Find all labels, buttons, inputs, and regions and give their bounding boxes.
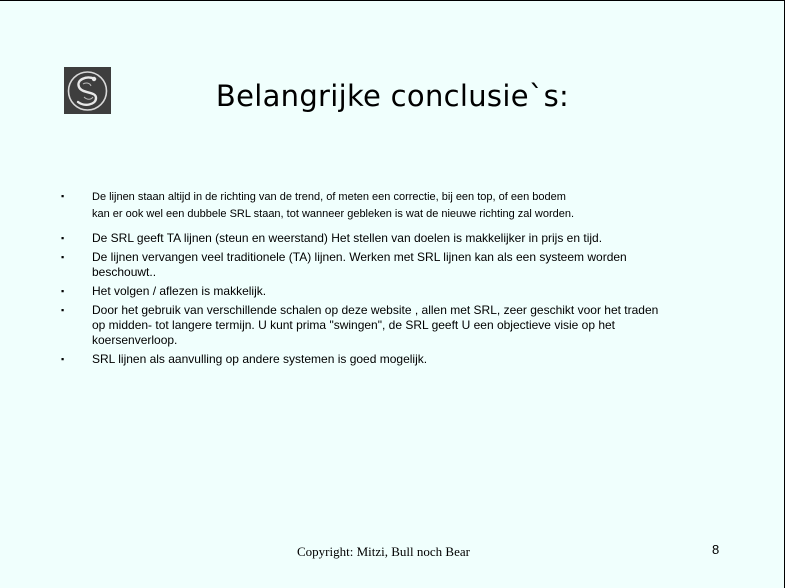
list-item <box>61 284 731 299</box>
list-item-text: op midden- tot langere termijn. U kunt prima "swingen", de SRL geeft U een objectieve visie op het <box>92 318 616 332</box>
list-item <box>61 352 731 367</box>
list-item-text: De lijnen vervangen veel traditionele (TA) lijnen. Werken met SRL lijnen kan als een systeem worden <box>92 250 627 264</box>
list-item-text: kan er ook wel een dubbele SRL staan, tot wanneer gebleken is wat de nieuwe richting zal worden. <box>92 208 575 220</box>
bullet-marker: ▪ <box>61 286 65 296</box>
list-item <box>61 231 731 246</box>
slide <box>0 1 785 588</box>
bullet-marker: ▪ <box>61 233 65 243</box>
list-item <box>61 250 731 280</box>
conclusion-list <box>61 189 731 367</box>
list-item-text: beschouwt.. <box>92 265 157 279</box>
slide-title <box>0 79 785 113</box>
bullet-marker: ▪ <box>61 305 65 315</box>
copyright-footer: Copyright: Mitzi, Bull noch Bear <box>297 544 470 559</box>
bullet-marker: ▪ <box>61 191 65 201</box>
list-item-text: De lijnen staan altijd in de richting van de trend, of meten een correctie, bij een top, of een bodem <box>92 191 566 203</box>
bullet-marker: ▪ <box>61 354 65 364</box>
list-item-text: koersenverloop. <box>92 333 178 347</box>
list-item <box>61 189 731 223</box>
list-item-text: Door het gebruik van verschillende schalen op deze website , allen met SRL, zeer geschikt voor het traden <box>92 303 659 317</box>
bullet-marker: ▪ <box>61 252 65 262</box>
list-item <box>61 303 731 348</box>
list-item-text: SRL lijnen als aanvulling op andere systemen is goed mogelijk. <box>92 352 428 366</box>
list-item-text: De SRL geeft TA lijnen (steun en weerstand) Het stellen van doelen is makkelijker in prijs en tijd. <box>92 231 603 245</box>
slide-title-text: Belangrijke conclusie`s: <box>215 79 570 113</box>
list-item-text: Het volgen / aflezen is makkelijk. <box>92 284 267 298</box>
page-number: 8 <box>712 542 720 557</box>
